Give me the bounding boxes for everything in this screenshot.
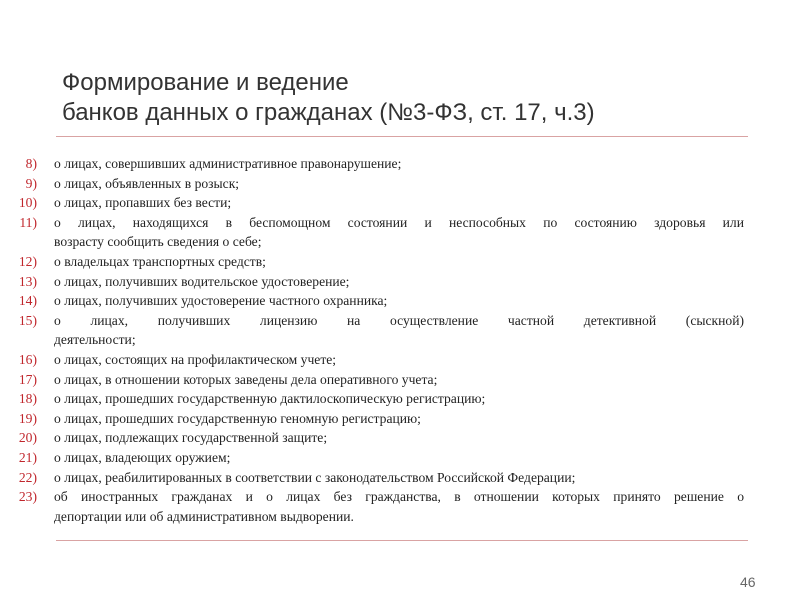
list-item-text: о лицах, владеющих оружием; (54, 449, 231, 465)
page-number: 46 (740, 574, 756, 590)
footer-divider (56, 540, 748, 541)
list-item-text: о лицах, реабилитированных в соответствии с законодательством Российской Федерации; (54, 469, 576, 485)
list-item-text: о лицах, состоящих на профилактическом учете; (54, 351, 337, 367)
list-item-text: о лицах, пропавших без вести; (54, 195, 232, 211)
list-item (0, 370, 800, 390)
list-item-number: 20) (18, 430, 37, 446)
list-item-number: 15) (18, 312, 37, 328)
list-item-text: о лицах, объявленных в розыск; (54, 175, 240, 191)
list-item (0, 468, 800, 488)
list-item-number: 19) (18, 410, 37, 426)
list-item-text: депортации или об административном выдворении. (54, 508, 354, 524)
list-item-number: 21) (18, 449, 37, 465)
list-item-number: 13) (18, 273, 37, 289)
list-item-number: 9) (25, 175, 37, 191)
list-item-text: о лицах, подлежащих государственной защите; (54, 430, 328, 446)
list-item-text: о лицах, получивших водительское удостоверение; (54, 273, 350, 289)
slide-title (62, 68, 762, 128)
slide-title-line-1: Формирование и ведение (62, 69, 349, 96)
list-item (0, 409, 800, 429)
list-item-text: об иностранных гражданах и о лицах без гражданства, в отношении которых принято решение о (54, 489, 744, 505)
list-item-number: 10) (18, 195, 37, 211)
list-item (0, 350, 800, 370)
list-item-number: 8) (25, 156, 37, 171)
numbered-list (0, 154, 800, 526)
list-item-text: о владельцах транспортных средств; (54, 253, 266, 269)
list-item-number: 11) (19, 214, 37, 230)
list-item-text: о лицах, прошедших государственную дактилоскопическую регистрацию; (54, 391, 486, 407)
list-item (0, 389, 800, 409)
list-item-number: 16) (18, 351, 37, 367)
list-item (0, 428, 800, 448)
list-item (0, 252, 800, 272)
list-item (0, 311, 800, 350)
list-item (0, 154, 800, 174)
list-item-text: о лицах, получивших удостоверение частного охранника; (54, 293, 388, 309)
list-item-number: 18) (18, 391, 37, 407)
title-divider (56, 136, 748, 137)
slide-title-line-2: банков данных о гражданах (№3-ФЗ, ст. 17, ч.3) (62, 99, 595, 126)
list-item-number: 17) (18, 371, 37, 387)
list-item-text: о лицах, совершивших административное правонарушение; (54, 156, 402, 171)
list-item-text: возрасту сообщить сведения о себе; (54, 234, 262, 250)
list-item (0, 487, 800, 526)
list-item (0, 174, 800, 194)
list-item (0, 193, 800, 213)
list-item-text: о лицах, прошедших государственную геномную регистрацию; (54, 410, 421, 426)
list-item (0, 272, 800, 292)
list-item-number: 14) (18, 293, 37, 309)
list-item-text: о лицах, находящихся в беспомощном состоянии и неспособных по состоянию здоровья или (54, 214, 744, 230)
list-item-number: 23) (18, 489, 37, 505)
list-item (0, 213, 800, 252)
list-item-text: деятельности; (54, 332, 136, 348)
list-item (0, 291, 800, 311)
list-item-text: о лицах, в отношении которых заведены дела оперативного учета; (54, 371, 438, 387)
list-item-number: 22) (18, 469, 37, 485)
list-item (0, 448, 800, 468)
list-item-number: 12) (18, 253, 37, 269)
list-item-text: о лицах, получивших лицензию на осуществление частной детективной (сыскной) (54, 312, 744, 328)
